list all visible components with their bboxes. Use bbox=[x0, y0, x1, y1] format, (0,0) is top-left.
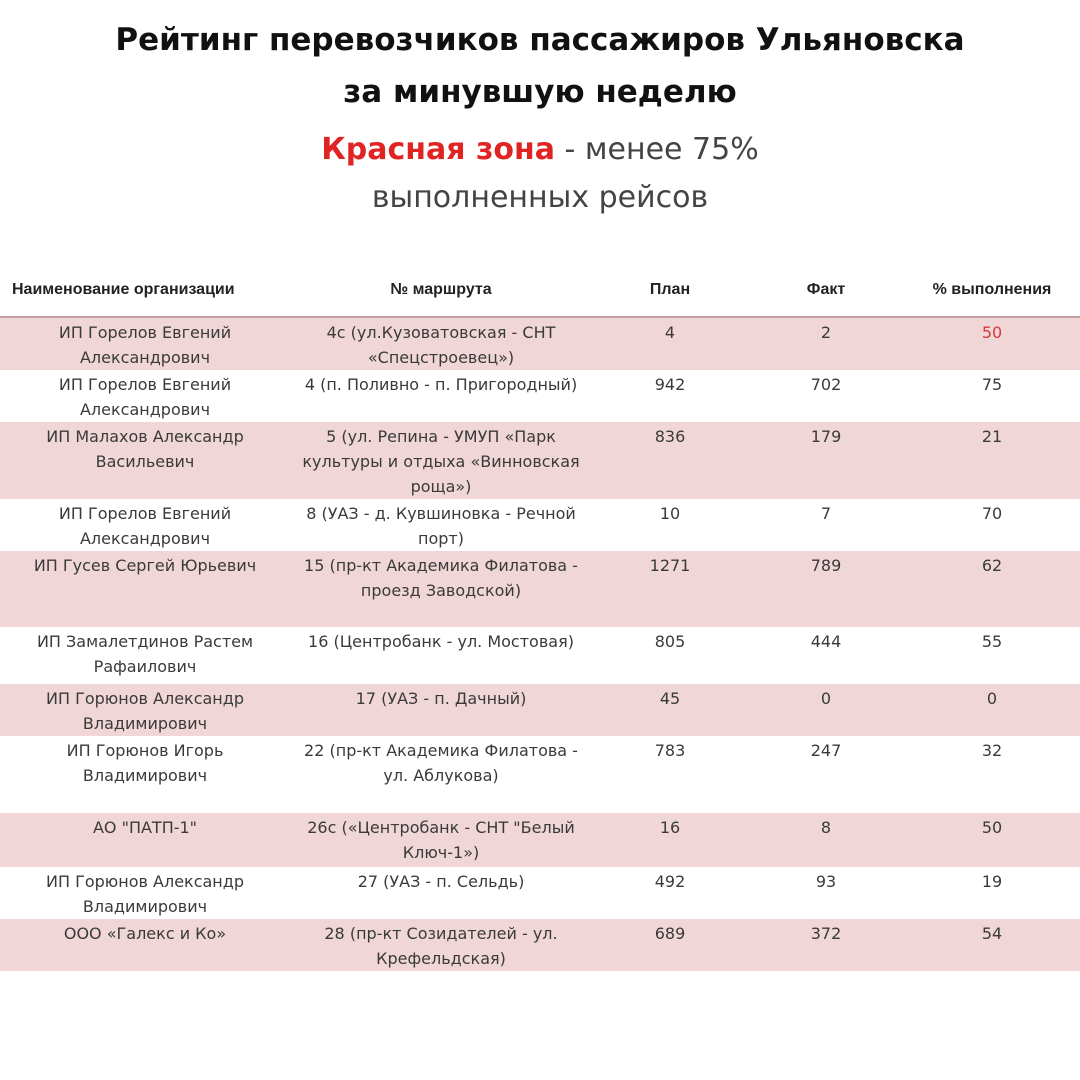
cell-percent: 75 bbox=[904, 370, 1080, 422]
cell-plan: 689 bbox=[592, 919, 748, 971]
table-row bbox=[0, 370, 1080, 422]
cell-fact: 247 bbox=[748, 736, 904, 813]
cell-fact: 372 bbox=[748, 919, 904, 971]
cell-organization: ИП Замалетдинов Растем Рафаилович bbox=[0, 627, 290, 684]
column-header-percent: % выполнения bbox=[904, 264, 1080, 317]
cell-percent: 62 bbox=[904, 551, 1080, 627]
cell-fact: 7 bbox=[748, 499, 904, 551]
table-row bbox=[0, 919, 1080, 971]
cell-route: 4 (п. Поливно - п. Пригородный) bbox=[290, 370, 592, 422]
column-header-fact: Факт bbox=[748, 264, 904, 317]
cell-organization: ИП Малахов Александр Васильевич bbox=[0, 422, 290, 499]
cell-plan: 942 bbox=[592, 370, 748, 422]
cell-route: 27 (УАЗ - п. Сельдь) bbox=[290, 867, 592, 919]
cell-organization: ООО «Галекс и Ко» bbox=[0, 919, 290, 971]
cell-plan: 783 bbox=[592, 736, 748, 813]
cell-percent: 50 bbox=[904, 813, 1080, 867]
table-row bbox=[0, 499, 1080, 551]
table-row bbox=[0, 627, 1080, 684]
cell-plan: 10 bbox=[592, 499, 748, 551]
cell-organization: ИП Горюнов Александр Владимирович bbox=[0, 867, 290, 919]
cell-percent: 21 bbox=[904, 422, 1080, 499]
cell-organization: ИП Горюнов Игорь Владимирович bbox=[0, 736, 290, 813]
column-header-organization: Наименование организации bbox=[0, 264, 290, 317]
cell-fact: 789 bbox=[748, 551, 904, 627]
cell-organization: ИП Горюнов Александр Владимирович bbox=[0, 684, 290, 736]
cell-route: 28 (пр-кт Созидателей - ул. Крефельдская) bbox=[290, 919, 592, 971]
cell-fact: 702 bbox=[748, 370, 904, 422]
cell-route: 16 (Центробанк - ул. Мостовая) bbox=[290, 627, 592, 684]
cell-plan: 16 bbox=[592, 813, 748, 867]
table-row bbox=[0, 867, 1080, 919]
cell-organization: ИП Горелов Евгений Александрович bbox=[0, 317, 290, 370]
cell-route: 5 (ул. Репина - УМУП «Парк культуры и отдыха «Винновская роща») bbox=[290, 422, 592, 499]
cell-fact: 0 bbox=[748, 684, 904, 736]
red-zone-line-2: выполненных рейсов bbox=[371, 180, 709, 215]
carrier-rating-table bbox=[0, 264, 1080, 971]
cell-plan: 45 bbox=[592, 684, 748, 736]
red-zone-legend bbox=[0, 126, 1080, 222]
table-header-row bbox=[0, 264, 1080, 317]
red-zone-line-1 bbox=[0, 126, 1080, 174]
cell-organization: ИП Гусев Сергей Юрьевич bbox=[0, 551, 290, 627]
page-title bbox=[0, 14, 1080, 118]
cell-plan: 4 bbox=[592, 317, 748, 370]
table-row bbox=[0, 813, 1080, 867]
cell-fact: 8 bbox=[748, 813, 904, 867]
cell-fact: 444 bbox=[748, 627, 904, 684]
cell-percent: 0 bbox=[904, 684, 1080, 736]
cell-route: 8 (УАЗ - д. Кувшиновка - Речной порт) bbox=[290, 499, 592, 551]
cell-plan: 492 bbox=[592, 867, 748, 919]
cell-plan: 1271 bbox=[592, 551, 748, 627]
cell-percent: 50 bbox=[904, 317, 1080, 370]
cell-organization: ИП Горелов Евгений Александрович bbox=[0, 370, 290, 422]
cell-route: 4с (ул.Кузоватовская - СНТ «Спецстроевец») bbox=[290, 317, 592, 370]
column-header-plan: План bbox=[592, 264, 748, 317]
table-row bbox=[0, 317, 1080, 370]
red-zone-label: Красная зона bbox=[321, 132, 555, 167]
cell-route: 17 (УАЗ - п. Дачный) bbox=[290, 684, 592, 736]
cell-percent: 55 bbox=[904, 627, 1080, 684]
cell-plan: 836 bbox=[592, 422, 748, 499]
cell-plan: 805 bbox=[592, 627, 748, 684]
cell-percent: 54 bbox=[904, 919, 1080, 971]
column-header-route: № маршрута bbox=[290, 264, 592, 317]
table-row bbox=[0, 684, 1080, 736]
cell-percent: 19 bbox=[904, 867, 1080, 919]
cell-percent: 32 bbox=[904, 736, 1080, 813]
cell-organization: ИП Горелов Евгений Александрович bbox=[0, 499, 290, 551]
cell-percent: 70 bbox=[904, 499, 1080, 551]
cell-fact: 179 bbox=[748, 422, 904, 499]
table-row bbox=[0, 422, 1080, 499]
title-line-2: за минувшую неделю bbox=[343, 74, 737, 110]
cell-route: 15 (пр-кт Академика Филатова - проезд Заводской) bbox=[290, 551, 592, 627]
cell-route: 22 (пр-кт Академика Филатова - ул. Аблукова) bbox=[290, 736, 592, 813]
cell-fact: 2 bbox=[748, 317, 904, 370]
table-row bbox=[0, 551, 1080, 627]
cell-route: 26с («Центробанк - СНТ "Белый Ключ-1») bbox=[290, 813, 592, 867]
red-zone-threshold: - менее 75% bbox=[554, 132, 759, 167]
cell-organization: АО "ПАТП-1" bbox=[0, 813, 290, 867]
title-line-1: Рейтинг перевозчиков пассажиров Ульяновска bbox=[115, 22, 965, 58]
cell-fact: 93 bbox=[748, 867, 904, 919]
table-row bbox=[0, 736, 1080, 813]
